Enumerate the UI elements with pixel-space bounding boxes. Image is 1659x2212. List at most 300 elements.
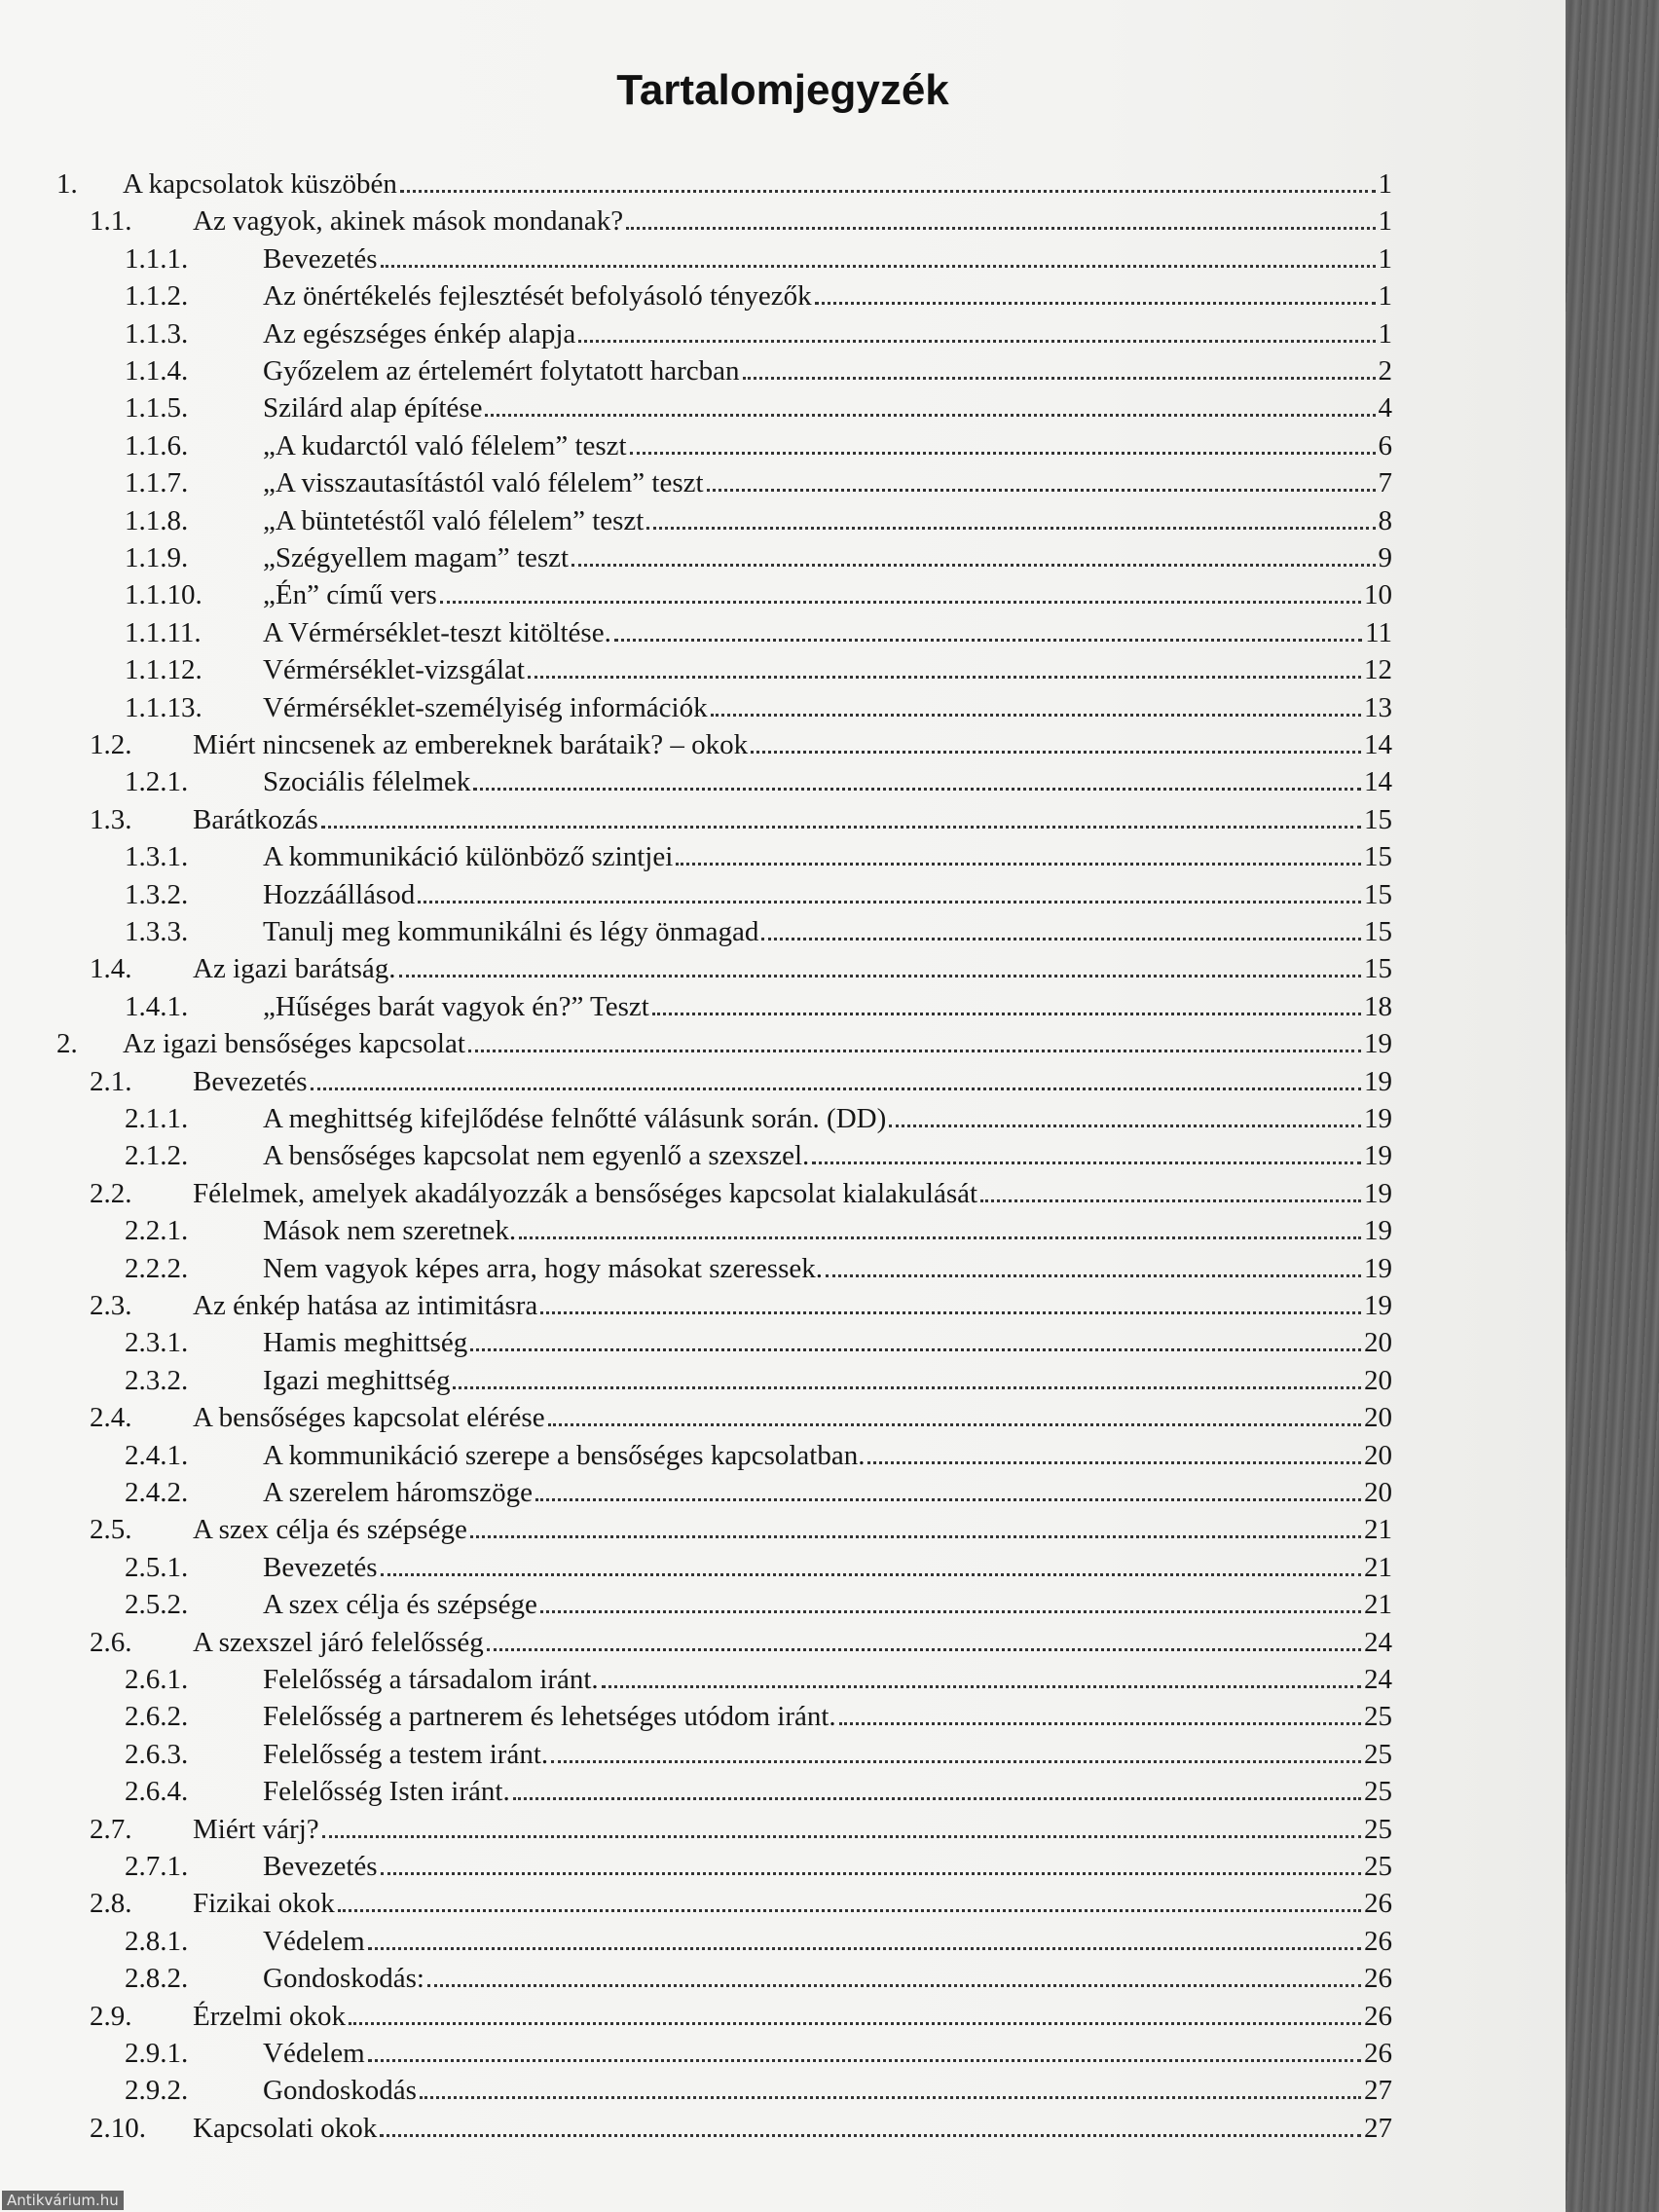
dot-leader [420,2096,1361,2099]
dot-leader [540,1610,1361,1613]
toc-entry-title: A szex célja és szépsége [193,1514,467,1546]
toc-entry-page-number: 19 [1364,1290,1392,1321]
toc-entry-page-number: 19 [1364,1140,1392,1172]
toc-entry-page-number: 25 [1364,1776,1392,1808]
dot-leader [867,1461,1361,1464]
toc-entry [0,1551,1392,1586]
dot-leader [602,1685,1361,1688]
toc-entry-page-number: 19 [1364,1028,1392,1060]
toc-entry-title: A szex célja és szépsége [263,1589,537,1621]
dot-leader [630,452,1376,455]
toc-entry-title: A meghittség kifejlődése felnőtté válásunk során. (DD) [263,1103,887,1134]
toc-entry-title: A bensőséges kapcsolat elérése [193,1402,545,1434]
toc-entry-title: Félelmek, amelyek akadályozzák a bensőséges kapcsolat kialakulását [193,1177,978,1209]
toc-entry-page-number: 10 [1364,579,1392,611]
toc-entry-title: A szerelem háromszöge [263,1477,534,1508]
toc-entry [0,2074,1392,2109]
toc-entry-page-number: 20 [1364,1402,1392,1434]
toc-entry-title: A szexszel járó felelősség [193,1626,484,1658]
toc-entry [0,616,1392,651]
dot-leader [614,639,1362,642]
toc-entry-page-number: 25 [1364,1813,1392,1845]
dot-leader [551,1760,1361,1763]
toc-entry-page-number: 19 [1364,1177,1392,1209]
toc-entry [0,1214,1392,1249]
dot-leader [473,788,1361,791]
toc-entry-page-number: 21 [1364,1551,1392,1583]
dot-leader [676,863,1361,866]
toc-entry-line [193,2001,1392,2033]
toc-entry-title: Hozzáállásod [263,878,416,910]
dot-leader [889,1124,1361,1127]
dot-leader [381,265,1376,268]
toc-entry-line [193,1178,1392,1210]
toc-entry-title: Az vagyok, akinek mások mondanak? [193,205,624,238]
toc-entry-number: 2.9.2. [125,2075,189,2107]
toc-entry-page-number: 15 [1364,841,1392,873]
dot-leader [381,1573,1361,1576]
toc-entry-page-number: 27 [1364,2075,1392,2107]
toc-entry-page-number: 20 [1364,1364,1392,1396]
toc-entry [0,2112,1392,2147]
toc-entry-page-number: 21 [1364,1589,1392,1621]
toc-entry-number: 2.5.1. [125,1551,189,1583]
toc-entry-title: Gondoskodás [263,2075,417,2107]
toc-entry [0,578,1392,613]
toc-entry-line [263,1477,1392,1509]
toc-entry-title: Szociális félelmek [263,766,471,798]
dot-leader [400,190,1376,193]
toc-entry-page-number: 27 [1364,2112,1392,2144]
toc-entry-page-number: 26 [1364,1888,1392,1920]
toc-entry-number: 1. [56,168,78,200]
toc-entry [0,765,1392,800]
toc-entry-line [263,1739,1392,1771]
toc-entry-number: 1.1.1. [125,242,189,275]
dot-leader [440,601,1361,604]
toc-entry-number: 2.9.1. [125,2038,189,2069]
dot-leader [468,1050,1361,1052]
toc-entry-line [263,2038,1392,2070]
toc-entry-page-number: 19 [1364,1215,1392,1247]
toc-entry-title: Tanulj meg kommunikálni és légy önmagad [263,916,759,947]
toc-entry-title: Bevezetés [263,242,378,275]
dot-leader [571,564,1375,567]
toc-entry [0,167,1392,203]
toc-entry-line [263,1926,1392,1958]
toc-entry-number: 1.1.3. [125,317,189,350]
watermark: Antikvárium.hu [2,2191,124,2210]
toc-entry [0,242,1392,277]
toc-entry [0,1850,1392,1885]
dot-leader [519,1236,1361,1239]
dot-leader [470,1535,1361,1538]
dot-leader [535,1498,1361,1501]
toc-entry [0,466,1392,501]
toc-entry-page-number: 15 [1364,916,1392,947]
dot-leader [368,2059,1361,2062]
toc-entry-title: Igazi meghittség [263,1364,451,1396]
toc-entry-line [193,1888,1392,1920]
toc-entry-number: 1.1.12. [125,654,203,686]
toc-entry-line [263,1589,1392,1621]
toc-entry-page-number: 26 [1364,2000,1392,2032]
toc-entry [0,1401,1392,1436]
toc-entry-line [263,1664,1392,1696]
toc-entry-page-number: 12 [1364,654,1392,686]
toc-entry-number: 1.1.7. [125,467,189,499]
toc-entry [0,1513,1392,1548]
toc-entry-number: 1.1.5. [125,392,189,424]
toc-entry-number: 2.8.1. [125,1925,189,1957]
dot-leader [513,1797,1361,1800]
toc-entry [0,803,1392,838]
toc-entry-page-number: 20 [1364,1477,1392,1508]
toc-entry [0,1775,1392,1810]
dot-leader [540,1311,1361,1314]
toc-entry-line [263,1440,1392,1472]
toc-entry-number: 1.1.6. [125,429,189,461]
toc-entry [0,1364,1392,1399]
dot-leader [578,340,1375,343]
dot-leader [381,1872,1361,1875]
toc-entry-line [263,243,1392,276]
toc-entry-number: 2.3. [90,1290,132,1321]
toc-entry [0,1252,1392,1287]
toc-entry-number: 2.9. [90,2000,132,2032]
page-edge-background [1566,0,1659,2212]
dot-leader [485,414,1375,417]
toc-entry [0,1663,1392,1698]
toc-entry-line [263,766,1392,798]
toc-entry [0,691,1392,726]
dot-leader [338,1909,1361,1912]
toc-entry-number: 1.1.11. [125,616,202,648]
toc-entry-line [263,1253,1392,1285]
toc-entry-line [263,879,1392,911]
toc-entry-number: 2.1.1. [125,1103,189,1134]
toc-entry-page-number: 7 [1378,467,1392,499]
toc-entry-title: Mások nem szeretnek. [263,1215,517,1247]
toc-entry-line [193,1814,1392,1846]
toc-entry [0,1139,1392,1174]
toc-entry [0,204,1392,240]
toc-entry-page-number: 8 [1378,504,1392,536]
dot-leader [349,2022,1361,2025]
toc-entry-line [263,841,1392,873]
toc-entry-page-number: 9 [1378,542,1392,573]
toc-entry [0,2000,1392,2035]
dot-leader [418,901,1361,903]
toc-entry-line [193,205,1392,238]
toc-entry-title: „Hűséges barát vagyok én?” Teszt [263,990,649,1022]
toc-entry-number: 2.6.1. [125,1664,189,1695]
toc-entry-line [263,1851,1392,1883]
toc-entry-title: Miért várj? [193,1813,319,1845]
toc-entry-page-number: 20 [1364,1327,1392,1359]
toc-entry [0,1962,1392,1997]
toc-entry-title: Az egészséges énkép alapja [263,317,576,350]
toc-entry-title: Vérmérséklet-vizsgálat [263,654,525,686]
toc-entry-number: 2.7.1. [125,1851,189,1882]
toc-entry [0,840,1392,875]
toc-entry-title: „A kudarctól való félelem” teszt [263,429,627,461]
toc-entry-line [263,1365,1392,1397]
toc-entry [0,1439,1392,1474]
toc-entry-line [193,729,1392,761]
toc-entry-title: A kapcsolatok küszöbén [123,168,397,200]
toc-entry [0,1887,1392,1922]
toc-entry-line [123,168,1392,201]
toc-entry [0,1738,1392,1773]
toc-entry-number: 2.2. [90,1177,132,1209]
toc-entry [0,1626,1392,1661]
toc-entry-line [263,318,1392,350]
toc-entry-line [193,1290,1392,1322]
toc-entry-line [193,1514,1392,1546]
toc-entry-number: 2.6.4. [125,1776,189,1808]
toc-entry-page-number: 25 [1364,1738,1392,1770]
toc-entry-number: 1.3.2. [125,878,189,910]
toc-entry-number: 1.1. [90,205,132,238]
toc-entry-title: Hamis meghittség [263,1327,468,1359]
toc-entry-line [263,1327,1392,1359]
toc-entry-number: 1.1.10. [125,579,203,611]
toc-entry-number: 1.4. [90,953,132,985]
toc-entry-line [263,467,1392,499]
toc-entry-title: Bevezetés [193,1065,308,1097]
dot-leader [815,302,1376,305]
toc-entry-title: Szilárd alap építése [263,392,483,424]
dot-leader [980,1199,1361,1202]
toc-entry-number: 1.1.8. [125,504,189,536]
dot-leader [427,1984,1361,1987]
toc-entry-title: „Szégyellem magam” teszt [263,542,570,573]
dot-leader [322,1835,1361,1838]
toc-entry-page-number: 25 [1364,1701,1392,1733]
toc-entry [0,504,1392,539]
toc-entry-number: 2.1.2. [125,1140,189,1172]
toc-entry [0,1289,1392,1324]
dot-leader [528,676,1361,679]
toc-entry-number: 2.5. [90,1514,132,1546]
toc-entry-page-number: 19 [1364,1103,1392,1134]
dot-leader [548,1423,1361,1426]
toc-entry-title: Felelősség Isten iránt. [263,1776,510,1808]
toc-entry-title: Az énkép hatása az intimitásra [193,1290,538,1321]
toc-entry-page-number: 1 [1378,205,1392,238]
toc-entry-number: 2.3.1. [125,1327,189,1359]
dot-leader [470,1348,1361,1351]
dot-leader [626,227,1375,230]
toc-entry-number: 2.4.2. [125,1477,189,1508]
toc-entry-page-number: 19 [1364,1252,1392,1284]
toc-entry-title: A kommunikáció szerepe a bensőséges kapcsolatban. [263,1439,866,1471]
dot-leader [751,751,1361,754]
toc-entry-line [263,1140,1392,1172]
toc-entry [0,541,1392,576]
toc-entry [0,990,1392,1025]
toc-entry [0,354,1392,389]
toc-entry-number: 2.2.1. [125,1215,189,1247]
toc-entry-page-number: 4 [1378,392,1392,424]
toc-entry-title: Védelem [263,2038,365,2069]
toc-entry-page-number: 26 [1364,1925,1392,1957]
toc-entry [0,317,1392,352]
toc-entry-title: A bensőséges kapcsolat nem egyenlő a szexszel. [263,1140,810,1172]
toc-entry-number: 1.1.13. [125,691,203,723]
toc-entry-title: A kommunikáció különböző szintjei [263,841,674,873]
dot-leader [826,1274,1361,1277]
toc-entry-number: 2.7. [90,1813,132,1845]
dot-leader [839,1722,1361,1725]
toc-entry-line [263,355,1392,387]
toc-entry-number: 2. [56,1028,78,1060]
toc-entry-line [193,2113,1392,2145]
toc-entry [0,915,1392,950]
toc-entry-number: 2.10. [90,2112,146,2144]
toc-entry [0,952,1392,987]
toc-entry-number: 2.6.3. [125,1738,189,1770]
toc-entry-line [263,1963,1392,1995]
toc-entry-page-number: 11 [1365,616,1392,648]
toc-entry-page-number: 2 [1378,355,1392,387]
toc-entry-title: „A visszautasítástól való félelem” teszt [263,467,704,499]
page-title: Tartalomjegyzék [616,66,949,114]
toc-entry-line [263,654,1392,686]
toc-entry-number: 2.6. [90,1626,132,1658]
toc-entry-number: 1.4.1. [125,990,189,1022]
toc-entry-line [193,804,1392,836]
toc-entry-line [263,617,1392,649]
toc-entry-number: 2.8. [90,1888,132,1920]
toc-entry-page-number: 18 [1364,990,1392,1022]
toc-entry-line [263,916,1392,948]
dot-leader [453,1386,1361,1389]
toc-entry-page-number: 13 [1364,691,1392,723]
toc-entry-number: 2.3.2. [125,1364,189,1396]
toc-entry-page-number: 1 [1378,242,1392,275]
toc-entry-page-number: 1 [1378,280,1392,313]
dot-leader [652,1013,1361,1015]
toc-entry-line [263,280,1392,313]
toc-entry-title: Barátkozás [193,803,318,835]
toc-entry-line [263,1103,1392,1135]
dot-leader [487,1648,1361,1651]
toc-entry-number: 1.1.2. [125,280,189,313]
toc-entry-page-number: 20 [1364,1439,1392,1471]
toc-entry-number: 1.2. [90,729,132,760]
toc-entry-line [263,542,1392,574]
toc-entry-number: 2.1. [90,1065,132,1097]
toc-entry-title: Nem vagyok képes arra, hogy másokat szeressek. [263,1252,823,1284]
toc-entry-line [263,1701,1392,1733]
toc-entry-line [193,1402,1392,1434]
dot-leader [646,527,1375,530]
toc-entry-title: Bevezetés [263,1551,378,1583]
toc-entry-line [263,2075,1392,2107]
toc-entry-line [263,991,1392,1023]
toc-entry-page-number: 6 [1378,429,1392,461]
toc-entry-title: Bevezetés [263,1851,378,1882]
toc-entry-page-number: 1 [1378,317,1392,350]
toc-entry-page-number: 15 [1364,878,1392,910]
dot-leader [711,714,1361,717]
toc-entry-title: Az önértékelés fejlesztését befolyásoló tényezők [263,280,812,313]
toc-entry-line [263,1776,1392,1808]
toc-entry-line [263,1552,1392,1584]
toc-entry [0,1813,1392,1848]
toc-entry-title: „Én” című vers [263,579,437,611]
toc-entry-page-number: 26 [1364,1963,1392,1995]
toc-entry-line [193,953,1392,985]
toc-entry-number: 1.3.3. [125,916,189,947]
dot-leader [761,938,1361,940]
toc-entry-number: 2.5.2. [125,1589,189,1621]
toc-entry-title: Fizikai okok [193,1888,335,1920]
toc-entry-number: 1.3.1. [125,841,189,873]
toc-entry [0,1925,1392,1960]
toc-entry-page-number: 15 [1364,803,1392,835]
toc-entry-title: Miért nincsenek az embereknek barátaik? – okok [193,729,749,760]
toc-entry-title: Kapcsolati okok [193,2112,378,2144]
toc-entry-line [263,392,1392,424]
toc-entry-title: Az igazi bensőséges kapcsolat [123,1028,465,1060]
toc-entry-number: 2.6.2. [125,1701,189,1733]
toc-entry [0,279,1392,314]
toc-entry-number: 1.2.1. [125,766,189,798]
dot-leader [311,1088,1361,1090]
toc-entry-title: Felelősség a társadalom iránt. [263,1664,599,1695]
dot-leader [380,2134,1361,2137]
toc-entry [0,1177,1392,1212]
toc-entry-page-number: 19 [1364,1065,1392,1097]
toc-entry [0,878,1392,913]
dot-leader [707,489,1376,492]
toc-entry-line [123,1028,1392,1060]
toc-entry-page-number: 14 [1364,766,1392,798]
toc-entry-number: 2.8.2. [125,1963,189,1995]
toc-entry-line [193,1627,1392,1659]
toc-entry [0,1476,1392,1511]
toc-entry-line [263,1215,1392,1247]
toc-entry-title: „A büntetéstől való félelem” teszt [263,504,645,536]
toc-entry-title: Az igazi barátság. [193,953,396,985]
toc-entry-line [263,505,1392,537]
toc-entry-title: Érzelmi okok [193,2000,347,2032]
toc-entry-page-number: 25 [1364,1851,1392,1882]
toc-entry-title: Felelősség a testem iránt. [263,1738,549,1770]
toc-entry-number: 1.1.9. [125,542,189,573]
toc-entry-page-number: 26 [1364,2038,1392,2069]
toc-entry [0,1326,1392,1361]
dot-leader [399,975,1361,977]
toc-entry-line [193,1066,1392,1098]
toc-entry [0,1102,1392,1137]
toc-entry [0,1588,1392,1623]
toc-entry-page-number: 21 [1364,1514,1392,1546]
toc-entry-title: Vérmérséklet-személyiség információk [263,691,708,723]
dot-leader [812,1161,1361,1164]
toc-entry-title: Győzelem az értelemért folytatott harcban [263,355,740,387]
toc-entry-page-number: 14 [1364,729,1392,760]
toc-entry-line [263,579,1392,611]
toc-entry-number: 1.3. [90,803,132,835]
toc-entry-title: Felelősség a partnerem és lehetséges utódom iránt. [263,1701,836,1733]
toc-entry-number: 2.2.2. [125,1252,189,1284]
toc-entry [0,1065,1392,1100]
toc-entry [0,391,1392,426]
